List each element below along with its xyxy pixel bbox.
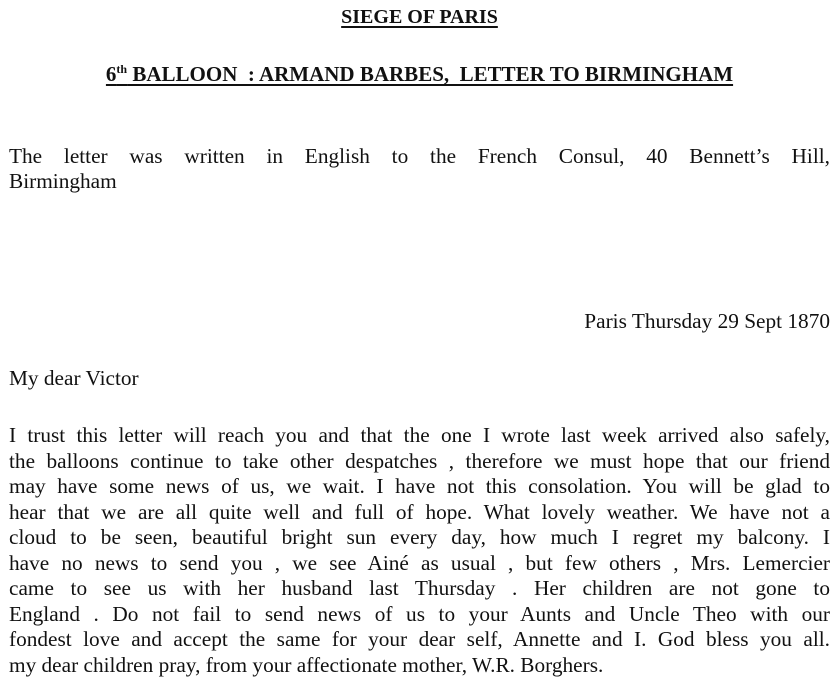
salutation: My dear Victor (9, 366, 139, 390)
letter-line: have no news to send you , we see Ainé as usual , but few others , Mrs. Lemercier (9, 551, 830, 575)
letter-line: hear that we are all quite well and full of hope. What lovely weather. We have not a (9, 500, 830, 524)
letter-line: England . Do not fail to send news of us to your Aunts and Uncle Theo with our (9, 602, 830, 626)
letter-line: the balloons continue to take other despatches , therefore we must hope that our friend (9, 449, 830, 473)
subtitle-number: 6 (105, 62, 117, 86)
subtitle-suffix: th (116, 62, 128, 76)
letter-line: fondest love and accept the same for your dear self, Annette and I. God bless you all. (9, 627, 830, 651)
intro-line: Birmingham (9, 169, 117, 193)
document-title: SIEGE OF PARIS (341, 6, 498, 28)
dateline: Paris Thursday 29 Sept 1870 (584, 309, 830, 333)
letter-line: my dear children pray, from your affectionate mother, W.R. Borghers. (9, 653, 604, 677)
subtitle-text: BALLOON : ARMAND BARBES, LETTER TO BIRMINGHAM (127, 62, 734, 86)
letter-line: came to see us with her husband last Thursday . Her children are not gone to (9, 576, 830, 600)
letter-line: cloud to be seen, beautiful bright sun every day, how much I regret my balcony. I (9, 525, 830, 549)
intro-line: The letter was written in English to the French Consul, 40 Bennett’s Hill, (9, 144, 830, 168)
document-subtitle (0, 62, 839, 87)
letter-line: I trust this letter will reach you and that the one I wrote last week arrived also safely, (9, 423, 830, 447)
letter-line: may have some news of us, we wait. I have not this consolation. You will be glad to (9, 474, 830, 498)
